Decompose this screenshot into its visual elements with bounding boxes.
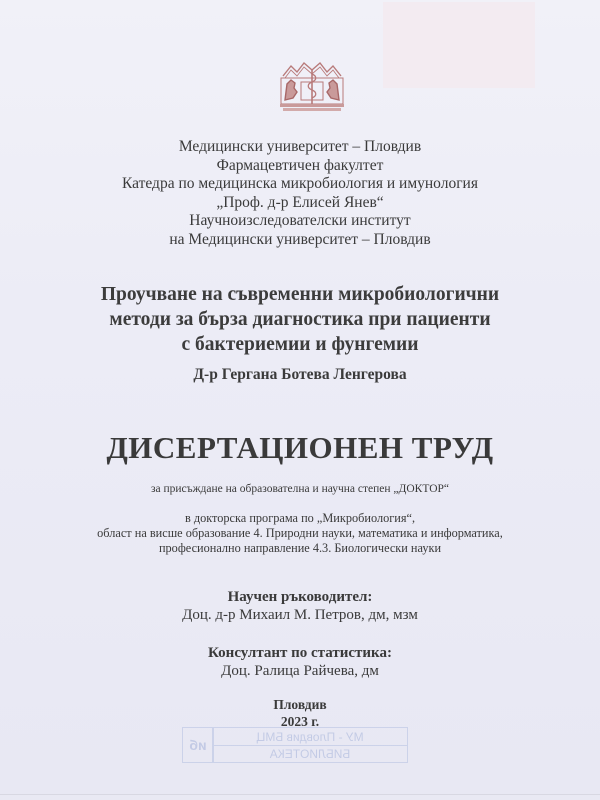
university-crest-icon [277, 58, 347, 114]
consultant-name: Доц. Ралица Райчева, дм [221, 663, 379, 679]
institution-line: Катедра по медицинска микробиология и имунология [122, 175, 478, 192]
consultant-label: Консултант по статистика: [208, 645, 392, 661]
institution-line: „Проф. д-р Елисей Янев“ [216, 193, 384, 211]
stamp-main-box [212, 727, 408, 763]
institution-line: на Медицински университет – Пловдив [169, 230, 431, 248]
stamp-code-box: иб [182, 727, 214, 763]
institution-line: Медицински университет – Пловдив [178, 138, 422, 155]
program-line: в докторска програма по „Микробиология“, [184, 511, 416, 525]
title-line: Проучване на съвременни микробиологични [100, 284, 500, 305]
city: Пловдив [273, 697, 327, 712]
program-line: област на висше образование 4. Природни науки, математика и информатика, [97, 526, 503, 540]
program-line: професионално направление 4.3. Биологически науки [158, 541, 442, 555]
stamp-line-2: БИБЛИОТЕКА [269, 747, 351, 761]
degree-line: за присъждане на образователна и научна степен „ДОКТОР“ [150, 483, 450, 495]
year: 2023 г. [280, 714, 320, 729]
title-line: методи за бърза диагностика при пациенти [109, 309, 491, 330]
supervisor-name: Доц. д-р Михаил М. Петров, дм, мзм [182, 607, 418, 623]
thesis-title [0, 282, 600, 357]
institution-line: Научноизследователски институт [189, 212, 411, 229]
title-line: с бактериемии и фунгемии [181, 334, 419, 355]
bleed-through-tint [383, 2, 535, 88]
document-type-heading: ДИСЕРТАЦИОНЕН ТРУД [106, 430, 494, 465]
program-block [0, 511, 600, 556]
institution-block [0, 138, 600, 249]
supervisor-label: Научен ръководител: [227, 589, 373, 605]
institution-line: Фармацевтичен факултет [216, 156, 384, 174]
author-name: Д-р Гергана Ботева Ленгерова [193, 366, 407, 383]
library-stamp [182, 727, 408, 763]
stamp-line-1: МУ - Пловдив БМЦ [213, 729, 407, 746]
